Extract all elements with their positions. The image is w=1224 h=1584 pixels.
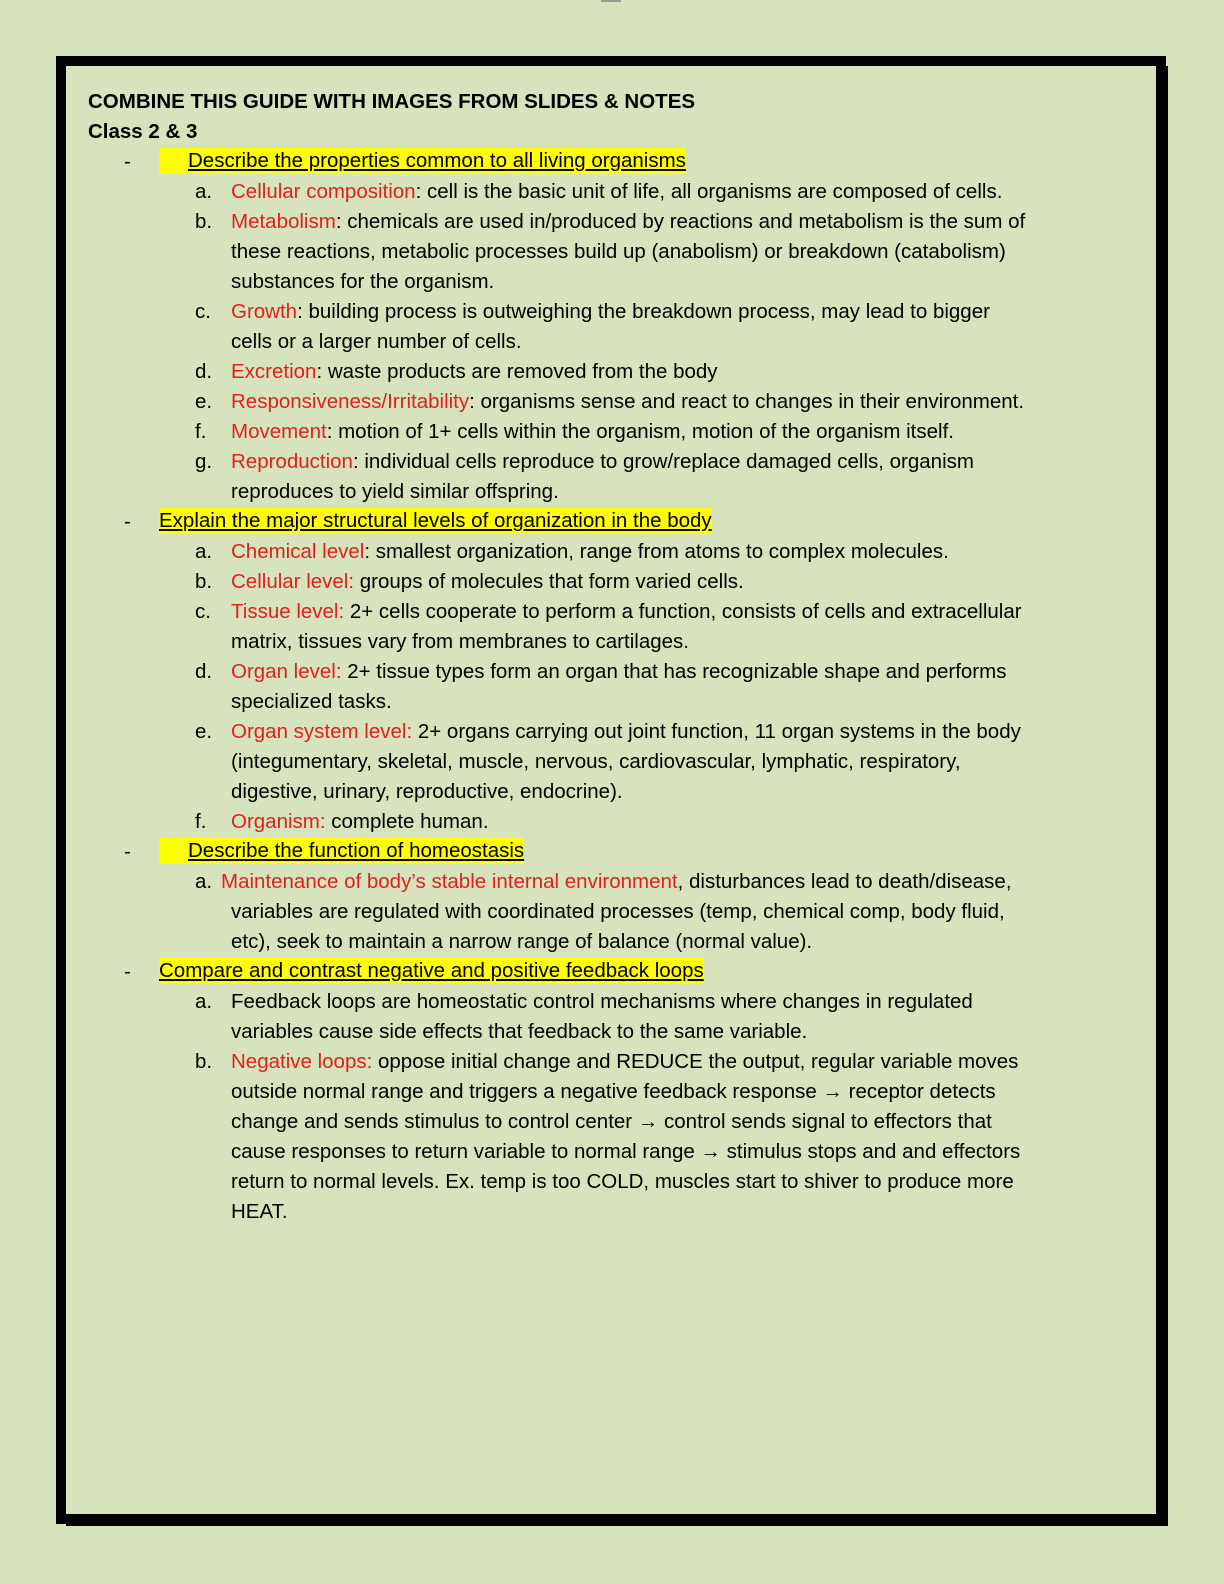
key-term: Cellular level: [231,570,355,593]
list-item [88,207,1028,297]
list-item [88,297,1028,357]
list-item [88,177,1028,207]
item-text: : building process is outweighing the breakdown process, may lead to bigger cells or a larger number of cells. [231,300,990,353]
item-text: : smallest organization, range from atoms to complex molecules. [364,540,949,563]
list-item [88,567,1028,597]
list-item [88,357,1028,387]
item-text: Feedback loops are homeostatic control mechanisms where changes in regulated variables cause side effects that feedback to the same variable. [231,990,973,1043]
key-term: Growth [231,300,298,323]
list-marker: a. [195,540,213,563]
bullet-dash: - [124,510,131,533]
key-term: Cellular composition [231,180,416,203]
list-item [88,657,1028,717]
section-structural-levels [88,507,1028,837]
list-item [88,867,1028,957]
list-item [88,807,1028,837]
bullet-dash: - [124,840,131,863]
item-text: 2+ cells cooperate to perform a function, consists of cells and extracellular matrix, tissues vary from membranes to cartilages. [231,600,1022,653]
list-marker: e. [195,390,213,413]
item-text: 2+ tissue types form an organ that has recognizable shape and performs specialized tasks. [231,660,1007,713]
key-term: Reproduction [231,450,353,473]
list-marker: a. [195,180,213,203]
list-marker: c. [195,600,211,623]
list-item [88,597,1028,657]
item-text: 2+ organs carrying out joint function, 11 organ systems in the body (integumentary, skeletal, muscle, nervous, cardiovascular, lymphatic, respiratory, digestive, urinary, reproductive, endocrine). [231,720,1021,803]
section-title: Describe the function of homeostasis [159,838,524,864]
list-marker: d. [195,360,213,383]
item-text: complete human. [325,810,489,833]
section-title: Compare and contrast negative and positive feedback loops [159,959,704,982]
list-marker: b. [195,1050,213,1073]
bullet-dash: - [124,960,131,983]
list-item [88,1047,1028,1227]
key-term: Organism: [231,810,326,833]
section-header [88,507,1028,537]
section-living-organisms [88,147,1028,507]
list-item [88,537,1028,567]
list-item [88,417,1028,447]
list-marker: e. [195,720,213,743]
list-marker: d. [195,660,213,683]
section-feedback-loops [88,957,1028,1227]
key-term: Tissue level: [231,600,345,623]
section-title: Describe the properties common to all living organisms [159,148,686,174]
list-marker: c. [195,300,211,323]
item-text: : individual cells reproduce to grow/replace damaged cells, organism reproduces to yield similar offspring. [231,450,974,503]
section-header [88,837,1028,867]
item-text: oppose initial change and REDUCE the output, regular variable moves outside normal range and triggers a negative feedback response → receptor detects change and sends stimulus to control center → control sends signal to effectors that cause responses to return variable to normal range → stimulus stops and and effectors return to normal levels. Ex. temp is too COLD, muscles start to shiver to produce more HEAT. [231,1050,1021,1223]
list-marker: b. [195,570,213,593]
key-term: Maintenance of body’s stable internal environment [221,870,678,893]
section-title: Explain the major structural levels of organization in the body [159,509,712,532]
item-text: : cell is the basic unit of life, all organisms are composed of cells. [415,180,1003,203]
item-text: , disturbances lead to death/disease, variables are regulated with coordinated processes (temp, chemical comp, body fluid, etc), seek to maintain a narrow range of balance (normal value). [231,870,1012,953]
key-term: Movement [231,420,327,443]
header-mark [601,0,621,2]
list-item [88,387,1028,417]
item-body [221,867,1028,957]
list-item [88,717,1028,807]
section-homeostasis [88,837,1028,957]
key-term: Excretion [231,360,317,383]
key-term: Negative loops: [231,1050,373,1073]
list-item [88,987,1028,1047]
page-heading: COMBINE THIS GUIDE WITH IMAGES FROM SLIDES & NOTES [88,90,696,113]
key-term: Chemical level [231,540,365,563]
item-text: groups of molecules that form varied cells. [354,570,744,593]
key-term: Organ system level: [231,720,413,743]
list-marker: a. [195,870,213,893]
item-text: : chemicals are used in/produced by reactions and metabolism is the sum of these reactions, metabolic processes build up (anabolism) or breakdown (catabolism) substances for the organism. [231,210,1026,293]
item-text: : waste products are removed from the body [316,360,718,383]
list-marker: f. [195,810,207,833]
bullet-dash: - [124,150,131,173]
study-guide [88,87,1028,1227]
class-label: Class 2 & 3 [88,120,198,143]
item-text: : motion of 1+ cells within the organism, motion of the organism itself. [326,420,954,443]
key-term: Organ level: [231,660,342,683]
section-header [88,147,1028,177]
key-term: Metabolism [231,210,336,233]
item-text: : organisms sense and react to changes in their environment. [469,390,1025,413]
list-item [88,447,1028,507]
list-marker: f. [195,420,207,443]
list-marker: a. [195,990,213,1013]
list-marker: g. [195,450,213,473]
list-marker: b. [195,210,213,233]
section-header [88,957,1028,987]
key-term: Responsiveness/Irritability [231,390,470,413]
